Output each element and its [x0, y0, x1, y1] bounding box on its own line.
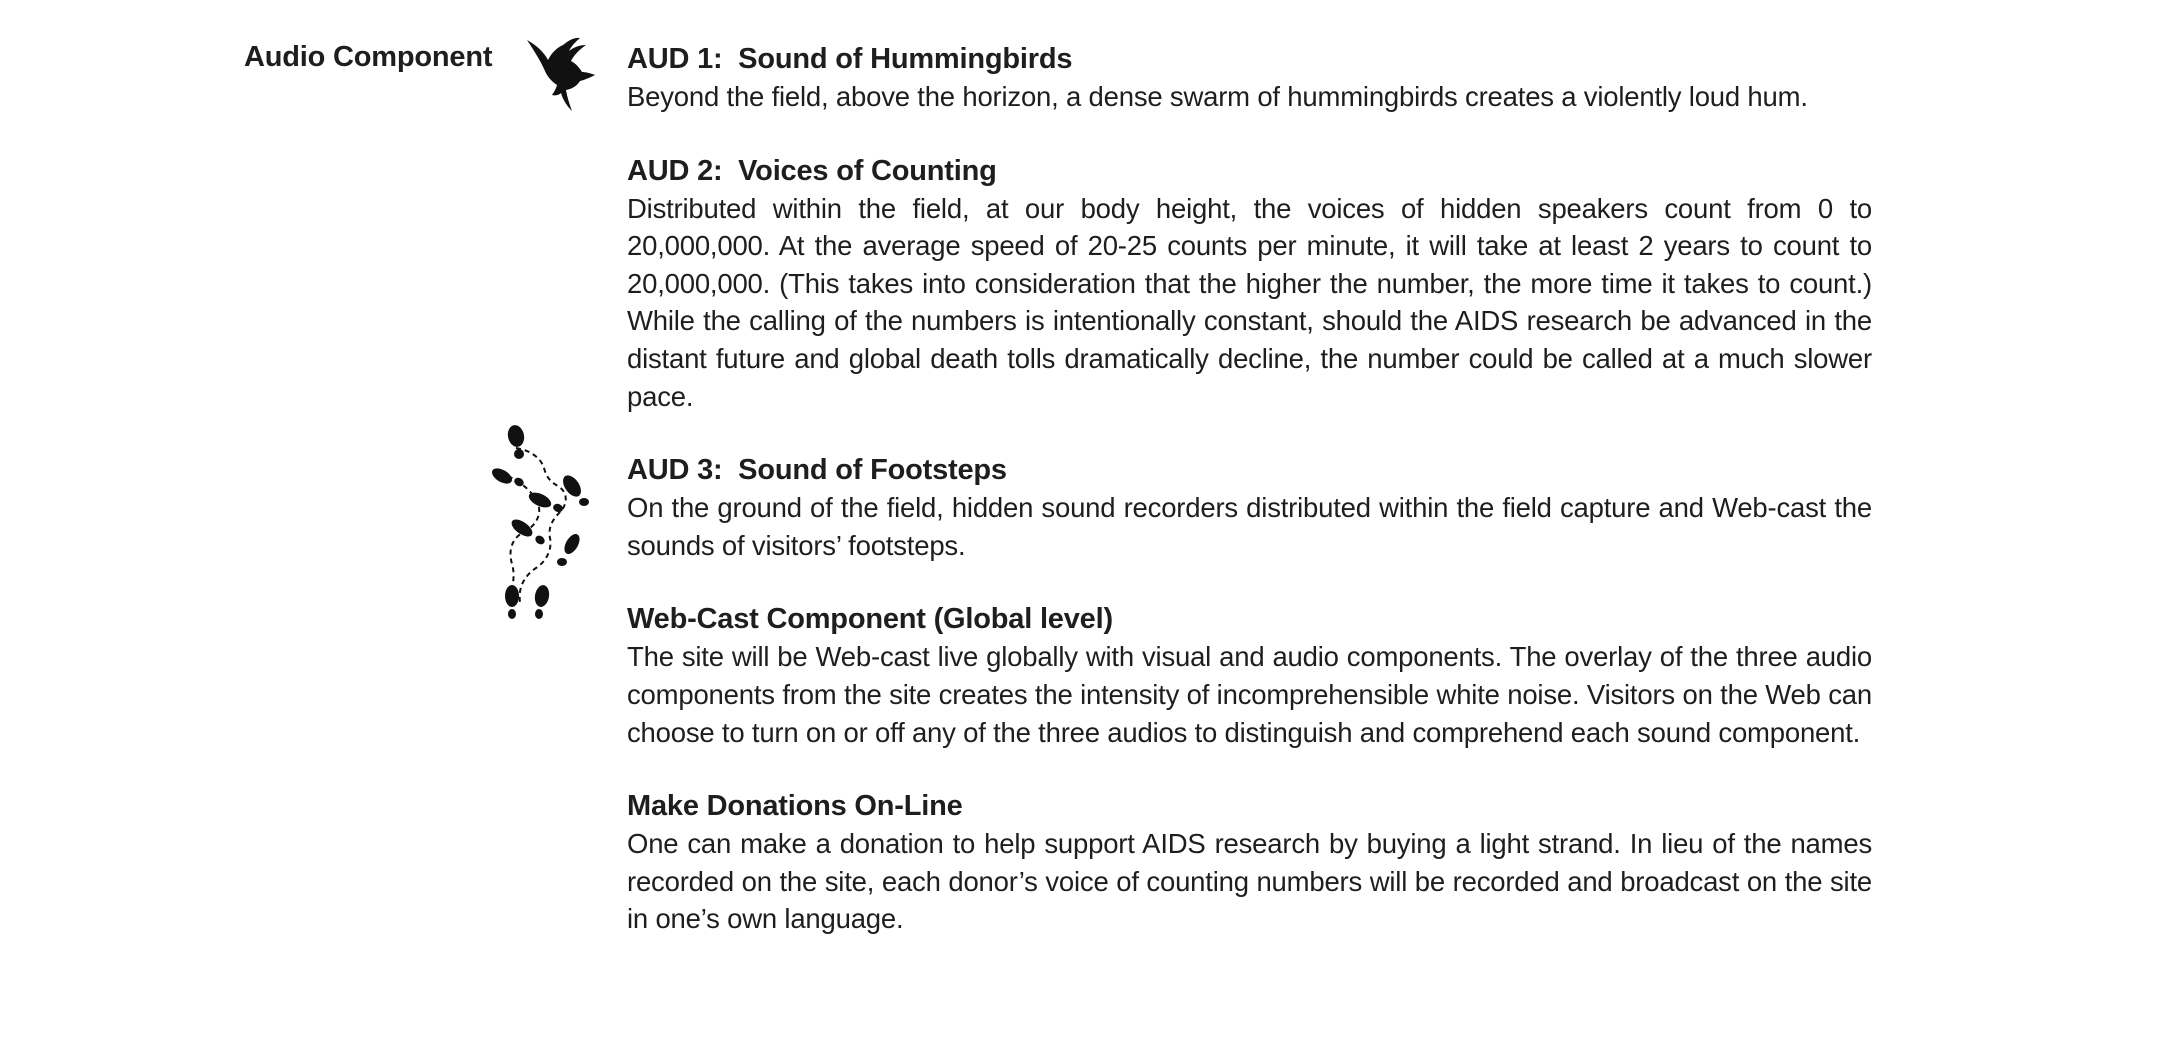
section-title: Web-Cast Component (Global level): [627, 603, 1113, 636]
section-body: Beyond the field, above the horizon, a dense swarm of hummingbirds creates a violently loud hum.: [627, 81, 1808, 112]
section-body: The site will be Web-cast live globally with visual and audio components. The overlay of the three audio components from the site creates the intensity of incomprehensible white noise. Visitors on the Web can choose to turn on or off any of the three audios to distinguish and comprehend each sound component.: [627, 641, 1872, 748]
section-aud-2: [627, 153, 1872, 416]
section-aud-1: [627, 41, 1872, 116]
section-label-audio-component: Audio Component: [244, 41, 493, 73]
section-donations: [627, 788, 1872, 938]
section-body: One can make a donation to help support AIDS research by buying a light strand. In lieu of the names recorded on the site, each donor’s voice of counting numbers will be recorded and broadcast on the site in one’s own language.: [627, 828, 1872, 935]
section-title: AUD 1: Sound of Hummingbirds: [627, 43, 1073, 75]
document-content: [627, 41, 1872, 938]
section-web-cast: [627, 601, 1872, 751]
section-body: On the ground of the field, hidden sound recorders distributed within the field capture and Web-cast the sounds of visitors’ footsteps.: [627, 492, 1872, 561]
section-title: AUD 3: Sound of Footsteps: [627, 454, 1007, 487]
hummingbird-icon: [526, 36, 596, 112]
section-title: AUD 2: Voices of Counting: [627, 154, 997, 187]
section-title: Make Donations On-Line: [627, 790, 963, 823]
section-aud-3: [627, 452, 1872, 564]
footsteps-icon: [488, 424, 608, 624]
section-body: Distributed within the field, at our body height, the voices of hidden speakers count from 0 to 20,000,000. At the average speed of 20-25 counts per minute, it will take at least 2 years to count to 20,000,000. (This takes into consideration that the higher the number, the more time it takes to count.) While the calling of the numbers is intentionally constant, should the AIDS research be advanced in the distant future and global death tolls dramatically decline, the number could be called at a much slower pace.: [627, 192, 1872, 412]
